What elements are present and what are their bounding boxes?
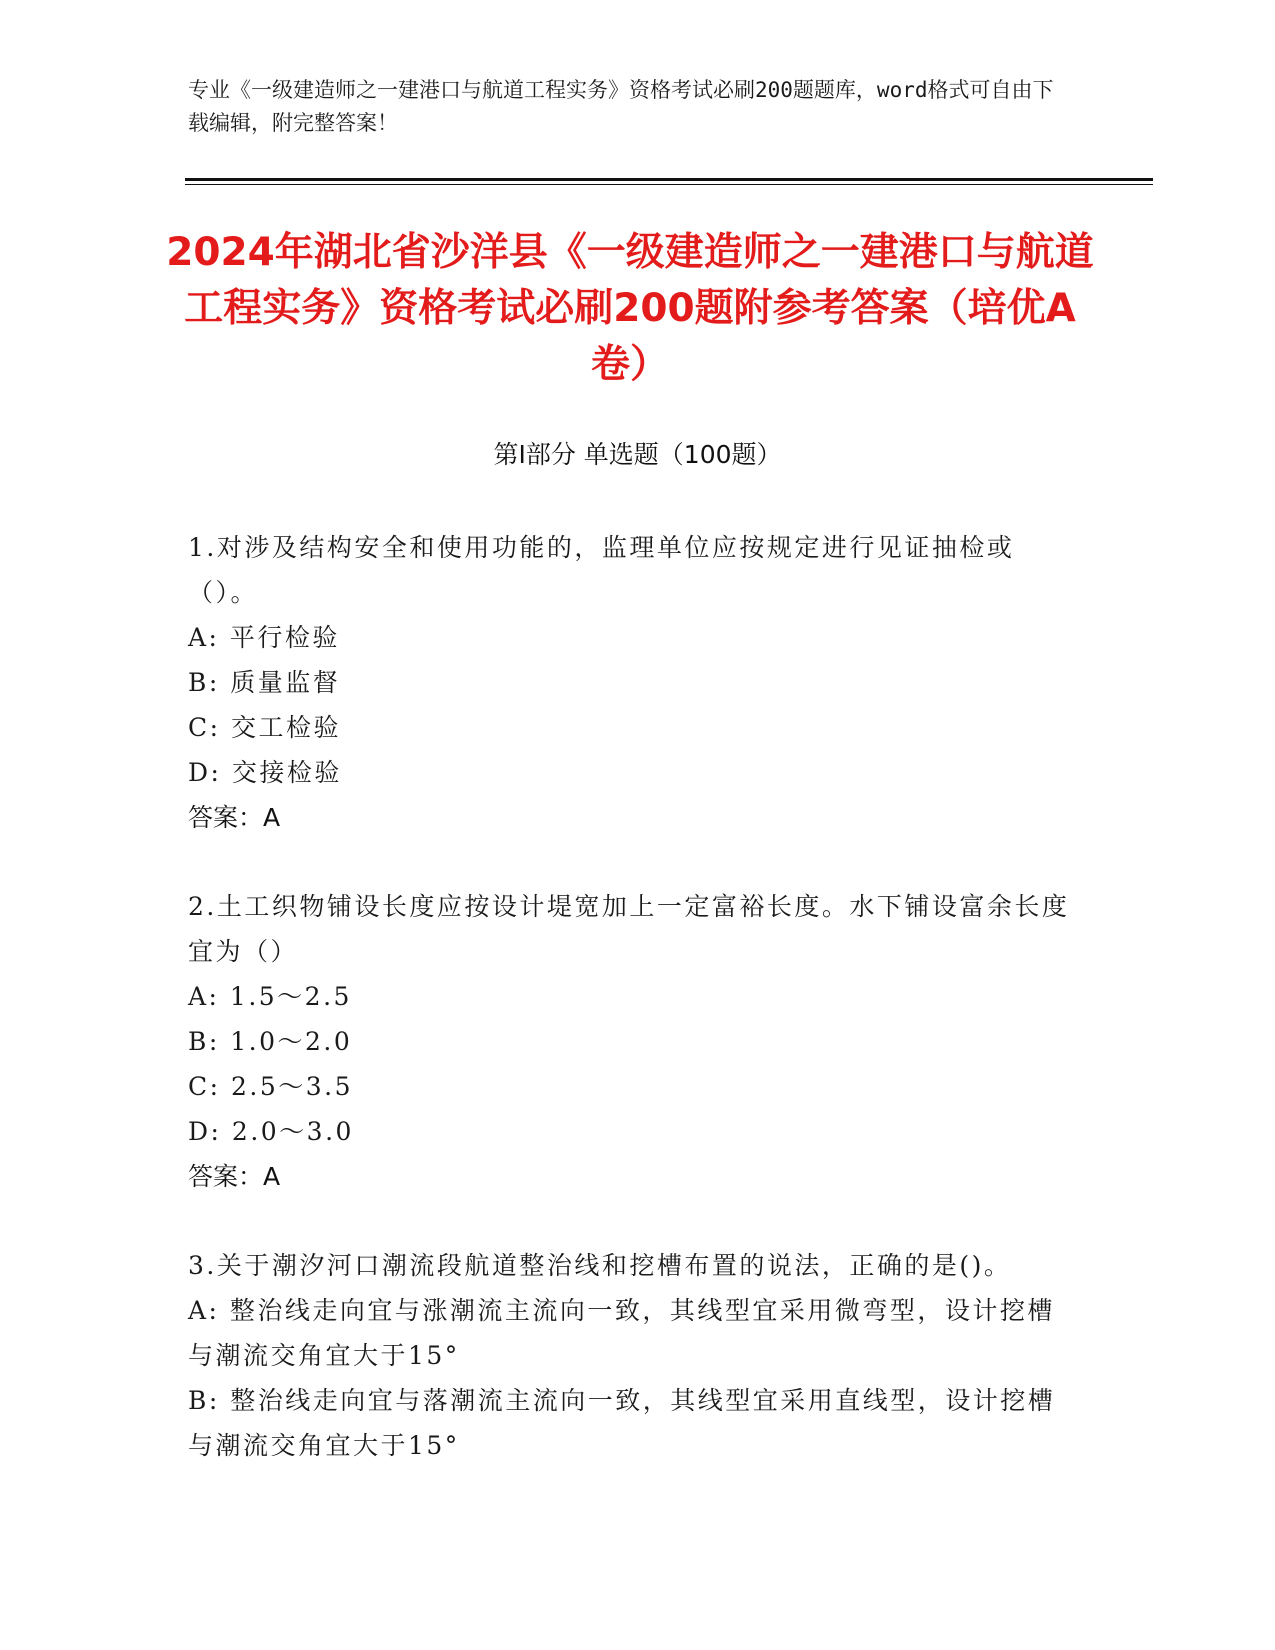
section-title: 第I部分 单选题（100题） (493, 440, 782, 469)
question-stem: 2.土工织物铺设长度应按设计堤宽加上一定富裕长度。水下铺设富余长度宜为（） (188, 892, 1070, 966)
answer: 答案：A (188, 1162, 281, 1191)
header-note: 专业《一级建造师之一建港口与航道工程实务》资格考试必刷200题题库，word格式可自由下载编辑，附完整答案！ (188, 78, 1054, 135)
option-b: B: 质量监督 (188, 668, 341, 697)
option-b: B: 1.0～2.0 (188, 1027, 353, 1056)
option-a: A: 整治线走向宜与涨潮流主流向一致，其线型宜采用微弯型，设计挖槽与潮流交角宜大于15° (188, 1296, 1055, 1370)
header-divider-thin (185, 184, 1153, 185)
question-2 (188, 884, 1078, 1199)
option-d: D: 交接检验 (188, 758, 342, 787)
option-a: A: 平行检验 (188, 623, 340, 652)
option-c: C: 2.5～3.5 (188, 1072, 354, 1101)
question-list (188, 525, 1078, 1512)
question-stem: 3.关于潮汐河口潮流段航道整治线和挖槽布置的说法，正确的是()。 (188, 1251, 1012, 1280)
answer: 答案：A (188, 803, 281, 832)
option-a: A: 1.5～2.5 (188, 982, 352, 1011)
option-b: B: 整治线走向宜与落潮流主流向一致，其线型宜采用直线型，设计挖槽与潮流交角宜大于15° (188, 1386, 1056, 1460)
header-divider-thick (185, 178, 1153, 181)
question-3 (188, 1243, 1078, 1468)
question-1 (188, 525, 1078, 840)
document-title: 2024年湖北省沙洋县《一级建造师之一建港口与航道工程实务》资格考试必刷200题附参考答案（培优A卷） (166, 230, 1094, 387)
option-c: C: 交工检验 (188, 713, 341, 742)
option-d: D: 2.0～3.0 (188, 1117, 354, 1146)
question-stem: 1.对涉及结构安全和使用功能的，监理单位应按规定进行见证抽检或（）。 (188, 533, 1015, 607)
